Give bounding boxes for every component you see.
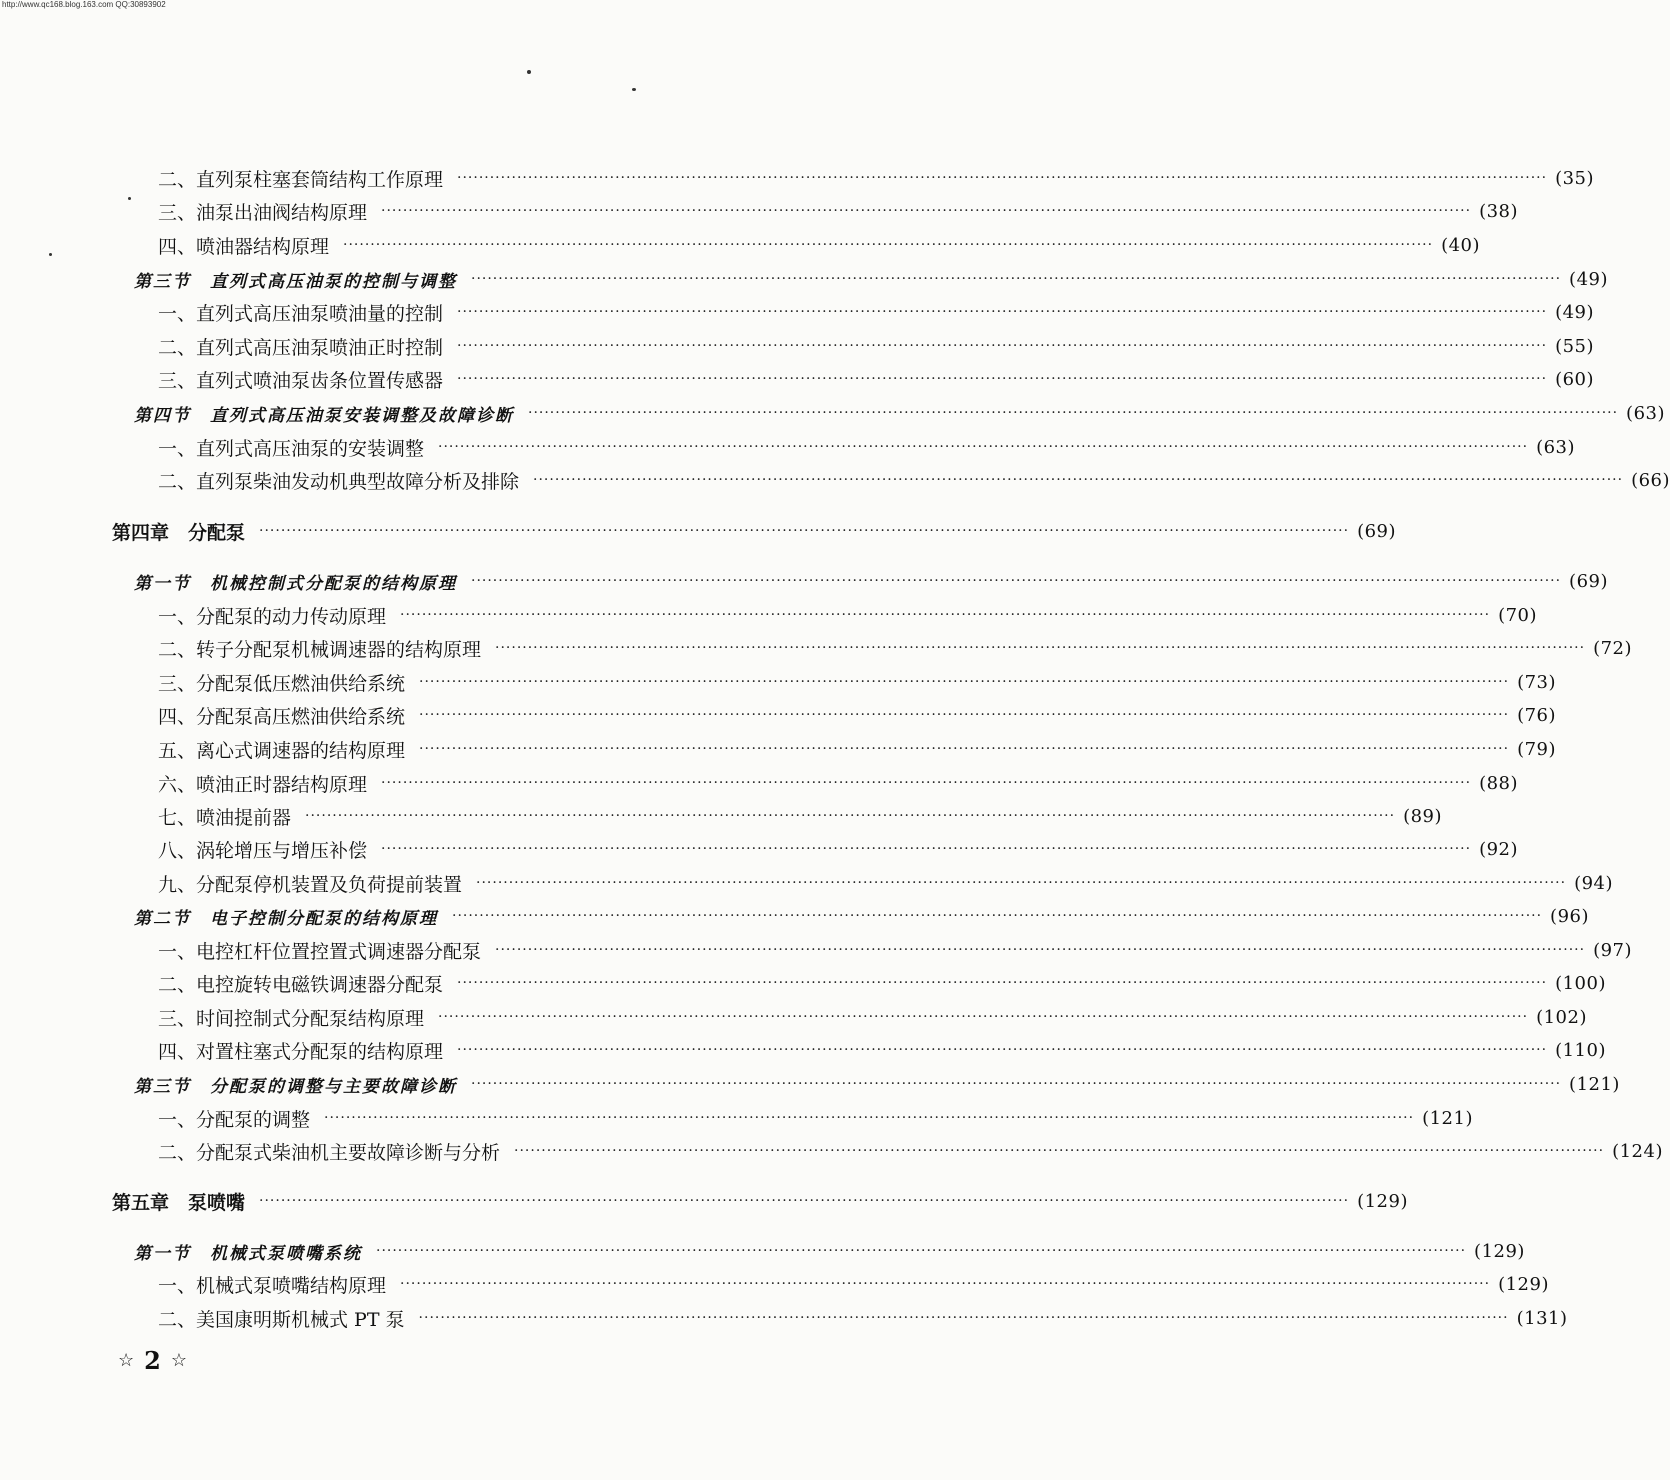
scan-speck bbox=[128, 197, 131, 200]
scan-speck bbox=[632, 88, 636, 91]
toc-page-number: (40) bbox=[1441, 234, 1481, 256]
toc-item bbox=[158, 600, 1538, 630]
toc-entry-title: 六、喷油正时器结构原理 bbox=[158, 773, 368, 796]
page-number: 2 bbox=[144, 1346, 161, 1375]
dot-leader: ········································································································································································································ bbox=[418, 1310, 1509, 1326]
dot-leader: ········································································································································································································ bbox=[381, 775, 1472, 791]
toc-entry-title: 一、分配泵的动力传动原理 bbox=[158, 605, 387, 628]
toc-entry-title: 三、油泵出油阀结构原理 bbox=[158, 201, 368, 224]
toc-page-number: (129) bbox=[1357, 1190, 1408, 1212]
dot-leader: ········································································································································································································ bbox=[457, 304, 1548, 320]
toc-page-number: (100) bbox=[1555, 972, 1606, 994]
toc-page-number: (124) bbox=[1612, 1140, 1663, 1162]
toc-item bbox=[158, 968, 1606, 998]
toc-item bbox=[158, 801, 1443, 831]
toc-item bbox=[158, 1303, 1568, 1333]
dot-leader: ········································································································································································································ bbox=[471, 1076, 1562, 1092]
toc-page-number: (49) bbox=[1569, 268, 1608, 290]
toc-entry-title: 一、直列式高压油泵喷油量的控制 bbox=[158, 302, 444, 325]
toc-page-number: (63) bbox=[1536, 436, 1576, 458]
toc-chapter bbox=[112, 1186, 1408, 1216]
toc-item bbox=[158, 331, 1595, 361]
dot-leader: ········································································································································································································ bbox=[419, 674, 1510, 690]
toc-item bbox=[158, 1002, 1587, 1032]
toc-section bbox=[134, 566, 1608, 596]
toc-item bbox=[158, 667, 1557, 697]
toc-entry-title: 二、美国康明斯机械式 PT 泵 bbox=[158, 1308, 405, 1331]
dot-leader: ········································································································································································································ bbox=[438, 439, 1529, 455]
dot-leader: ········································································································································································································ bbox=[381, 841, 1472, 857]
toc-item bbox=[158, 196, 1519, 226]
dot-leader: ········································································································································································································ bbox=[419, 707, 1510, 723]
toc-entry-title: 二、直列泵柱塞套筒结构工作原理 bbox=[158, 168, 444, 191]
toc-section bbox=[134, 264, 1608, 294]
toc-item bbox=[158, 1136, 1663, 1166]
toc-entry-title: 四、对置柱塞式分配泵的结构原理 bbox=[158, 1040, 444, 1063]
dot-leader: ········································································································································································································ bbox=[324, 1110, 1415, 1126]
toc-page-number: (73) bbox=[1517, 671, 1557, 693]
toc-page-number: (70) bbox=[1498, 604, 1538, 626]
toc-page-number: (49) bbox=[1555, 301, 1595, 323]
toc-item bbox=[158, 834, 1519, 864]
page-footer bbox=[118, 1346, 187, 1375]
toc-page-number: (97) bbox=[1593, 939, 1633, 961]
toc-page-number: (66) bbox=[1631, 469, 1670, 491]
toc-chapter bbox=[112, 516, 1397, 546]
dot-leader: ········································································································································································································ bbox=[305, 808, 1396, 824]
toc-entry-title: 四、分配泵高压燃油供给系统 bbox=[158, 705, 406, 728]
toc-entry-title: 第五章 泵喷嘴 bbox=[112, 1191, 246, 1214]
toc-page-number: (60) bbox=[1555, 368, 1595, 390]
toc-section bbox=[134, 901, 1589, 931]
toc-entry-title: 第三节 直列式高压油泵的控制与调整 bbox=[134, 271, 457, 292]
dot-leader: ········································································································································································································ bbox=[457, 1042, 1548, 1058]
toc-entry-title: 第一节 机械控制式分配泵的结构原理 bbox=[134, 573, 457, 594]
toc-page-number: (69) bbox=[1569, 570, 1608, 592]
toc-entry-title: 八、涡轮增压与增压补偿 bbox=[158, 839, 368, 862]
dot-leader: ········································································································································································································ bbox=[495, 942, 1586, 958]
toc-page-number: (96) bbox=[1550, 905, 1589, 927]
toc-entry-title: 三、直列式喷油泵齿条位置传感器 bbox=[158, 369, 444, 392]
dot-leader: ········································································································································································································ bbox=[400, 607, 1491, 623]
toc-page-number: (110) bbox=[1555, 1039, 1606, 1061]
dot-leader: ········································································································································································································ bbox=[528, 405, 1619, 421]
star-icon: ☆ bbox=[170, 1350, 187, 1371]
dot-leader: ········································································································································································································ bbox=[533, 472, 1624, 488]
toc-page-number: (35) bbox=[1555, 167, 1595, 189]
toc-entry-title: 第三节 分配泵的调整与主要故障诊断 bbox=[134, 1076, 457, 1097]
dot-leader: ········································································································································································································ bbox=[471, 271, 1562, 287]
toc-section bbox=[134, 398, 1665, 428]
toc-item bbox=[158, 163, 1595, 193]
dot-leader: ········································································································································································································ bbox=[419, 741, 1510, 757]
toc-page-number: (121) bbox=[1422, 1107, 1473, 1129]
toc-entry-title: 第二节 电子控制分配泵的结构原理 bbox=[134, 908, 438, 929]
toc-page-number: (131) bbox=[1516, 1307, 1568, 1329]
toc-entry-title: 二、直列式高压油泵喷油正时控制 bbox=[158, 336, 444, 359]
toc-page-number: (121) bbox=[1569, 1073, 1620, 1095]
dot-leader: ········································································································································································································ bbox=[381, 203, 1472, 219]
toc-page-number: (72) bbox=[1593, 637, 1633, 659]
toc-page-number: (69) bbox=[1357, 520, 1397, 542]
star-icon: ☆ bbox=[118, 1350, 135, 1371]
toc-item bbox=[158, 633, 1633, 663]
toc-item bbox=[158, 868, 1614, 898]
toc-item bbox=[158, 1035, 1606, 1065]
toc-entry-title: 七、喷油提前器 bbox=[158, 806, 292, 829]
dot-leader: ········································································································································································································ bbox=[400, 1276, 1491, 1292]
toc-item bbox=[158, 734, 1557, 764]
dot-leader: ········································································································································································································ bbox=[343, 237, 1434, 253]
toc-entry-title: 二、电控旋转电磁铁调速器分配泵 bbox=[158, 973, 444, 996]
toc-item bbox=[158, 465, 1670, 495]
toc-entry-title: 九、分配泵停机装置及负荷提前装置 bbox=[158, 873, 463, 896]
dot-leader: ········································································································································································································ bbox=[457, 170, 1548, 186]
watermark: http://www.qc168.blog.163.com QQ:30893902 bbox=[2, 0, 166, 9]
toc-page-number: (89) bbox=[1403, 805, 1443, 827]
toc-item bbox=[158, 700, 1557, 730]
toc-entry-title: 一、分配泵的调整 bbox=[158, 1108, 311, 1131]
toc-item bbox=[158, 432, 1576, 462]
toc-item bbox=[158, 1269, 1549, 1299]
dot-leader: ········································································································································································································ bbox=[259, 523, 1350, 539]
scan-speck bbox=[49, 253, 52, 256]
scan-speck bbox=[527, 70, 531, 74]
toc-entry-title: 一、机械式泵喷嘴结构原理 bbox=[158, 1274, 387, 1297]
dot-leader: ········································································································································································································ bbox=[438, 1009, 1529, 1025]
toc-page-number: (102) bbox=[1536, 1006, 1587, 1028]
toc-entry-title: 第一节 机械式泵喷嘴系统 bbox=[134, 1243, 362, 1264]
toc-entry-title: 一、直列式高压油泵的安装调整 bbox=[158, 437, 425, 460]
toc-entry-title: 一、电控杠杆位置控置式调速器分配泵 bbox=[158, 940, 482, 963]
toc-entry-title: 四、喷油器结构原理 bbox=[158, 235, 330, 258]
toc-page-number: (88) bbox=[1479, 772, 1519, 794]
dot-leader: ········································································································································································································ bbox=[452, 908, 1543, 924]
toc-item bbox=[158, 364, 1595, 394]
toc-entry-title: 三、时间控制式分配泵结构原理 bbox=[158, 1007, 425, 1030]
dot-leader: ········································································································································································································ bbox=[514, 1143, 1605, 1159]
dot-leader: ········································································································································································································ bbox=[376, 1243, 1467, 1259]
toc-page-number: (76) bbox=[1517, 704, 1557, 726]
toc-item bbox=[158, 297, 1595, 327]
toc-section bbox=[134, 1069, 1620, 1099]
toc-entry-title: 三、分配泵低压燃油供给系统 bbox=[158, 672, 406, 695]
dot-leader: ········································································································································································································ bbox=[457, 338, 1548, 354]
toc-entry-title: 第四章 分配泵 bbox=[112, 521, 246, 544]
toc-page-number: (129) bbox=[1474, 1240, 1525, 1262]
toc-entry-title: 五、离心式调速器的结构原理 bbox=[158, 739, 406, 762]
toc-page-number: (79) bbox=[1517, 738, 1557, 760]
toc-page-number: (55) bbox=[1555, 335, 1595, 357]
toc-item bbox=[158, 935, 1633, 965]
dot-leader: ········································································································································································································ bbox=[471, 573, 1562, 589]
toc-entry-title: 二、分配泵式柴油机主要故障诊断与分析 bbox=[158, 1141, 501, 1164]
toc-entry-title: 二、直列泵柴油发动机典型故障分析及排除 bbox=[158, 470, 520, 493]
toc-page-number: (38) bbox=[1479, 200, 1519, 222]
toc-page-number: (63) bbox=[1626, 402, 1665, 424]
toc-page-number: (92) bbox=[1479, 838, 1519, 860]
dot-leader: ········································································································································································································ bbox=[476, 875, 1567, 891]
dot-leader: ········································································································································································································ bbox=[259, 1193, 1350, 1209]
toc-entry-title: 第四节 直列式高压油泵安装调整及故障诊断 bbox=[134, 405, 514, 426]
toc-item bbox=[158, 230, 1481, 260]
toc-item bbox=[158, 768, 1519, 798]
toc-item bbox=[158, 1103, 1473, 1133]
dot-leader: ········································································································································································································ bbox=[495, 640, 1586, 656]
dot-leader: ········································································································································································································ bbox=[457, 371, 1548, 387]
toc-section bbox=[134, 1236, 1525, 1266]
toc-page-number: (94) bbox=[1574, 872, 1614, 894]
toc-page-number: (129) bbox=[1498, 1273, 1549, 1295]
toc-entry-title: 二、转子分配泵机械调速器的结构原理 bbox=[158, 638, 482, 661]
dot-leader: ········································································································································································································ bbox=[457, 975, 1548, 991]
